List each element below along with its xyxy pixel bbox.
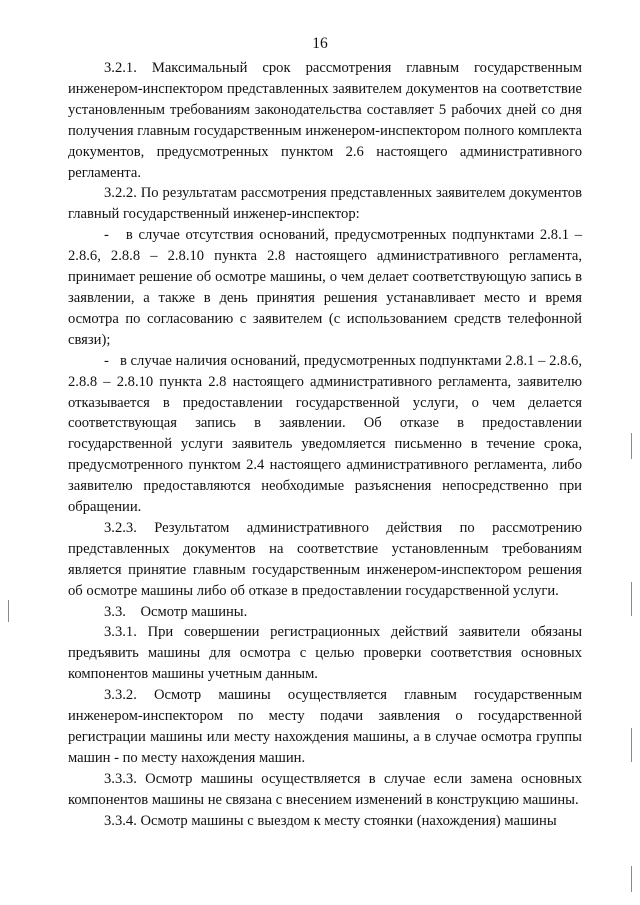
paragraph-3-2-3: 3.2.3. Результатом административного действия по рассмотрению представленных документов на соответствие установленным требованиям является принятие главным государственным инженером-инспектором решения об осмотре машины либо об отказе в предоставлении государственной услуги. — [68, 519, 582, 599]
scan-edge-mark — [8, 600, 9, 622]
paragraph-3-3-1: 3.3.1. При совершении регистрационных действий заявители обязаны предъявить машины для осмотра с целью проверки соответствия основных компонентов машины учетным данным. — [68, 624, 582, 683]
list-item-grounds-present: - в случае наличия оснований, предусмотренных подпунктами 2.8.1 – 2.8.6, 2.8.8 – 2.8.10 пункта 2.8 настоящего административного регламента, заявителю отказывается в предоставлении государственной услуги, о чем делается соответствующая запись в заявлении. Об отказе в предоставлении государственной услуги заявитель уведомляется письменно в течение срока, предусмотренного пунктом 2.4 настоящего административного регламента, либо заявителю предоставляются необходимые разъяснения непосредственно при обращении. — [68, 352, 582, 516]
paragraph-3-3-4: 3.3.4. Осмотр машины с выездом к месту стоянки (нахождения) машины — [104, 812, 557, 829]
page-number: 16 — [312, 35, 328, 52]
section-heading-3-3: 3.3. Осмотр машины. — [104, 603, 248, 620]
document-body — [68, 58, 582, 832]
list-item-no-grounds: - в случае отсутствия оснований, предусмотренных подпунктами 2.8.1 – 2.8.6, 2.8.8 – 2.8.10 пункта 2.8 настоящего административного регламента, принимает решение об осмотре машины, о чем делает соответствующую запись в заявлении, а также в день принятия решения устанавливает место и время осмотра по согласованию с заявителем (с использованием средств телефонной связи); — [68, 227, 582, 348]
scan-edge-mark — [631, 582, 632, 616]
scan-edge-mark — [631, 728, 632, 762]
scan-edge-mark — [631, 866, 632, 892]
paragraph-3-3-3: 3.3.3. Осмотр машины осуществляется в случае если замена основных компонентов машины не связана с внесением изменений в конструкцию машины. — [68, 770, 582, 808]
paragraph-3-3-2: 3.3.2. Осмотр машины осуществляется главным государственным инженером-инспектором по месту подачи заявления о государственной регистрации машины или месту нахождения машины, а в случае осмотра группы машин - по месту нахождения машин. — [68, 687, 582, 766]
scan-edge-mark — [631, 433, 632, 459]
paragraph-3-2-1: 3.2.1. Максимальный срок рассмотрения главным государственным инженером-инспектором представленных заявителем документов на соответствие установленным требованиям законодательства составляет 5 рабочих дней со дня получения главным государственным инженером-инспектором полного комплекта документов, предусмотренных пунктом 2.6 настоящего административного регламента. — [68, 60, 582, 181]
paragraph-3-2-2: 3.2.2. По результатам рассмотрения представленных заявителем документов главный государственный инженер-инспектор: — [68, 185, 582, 223]
